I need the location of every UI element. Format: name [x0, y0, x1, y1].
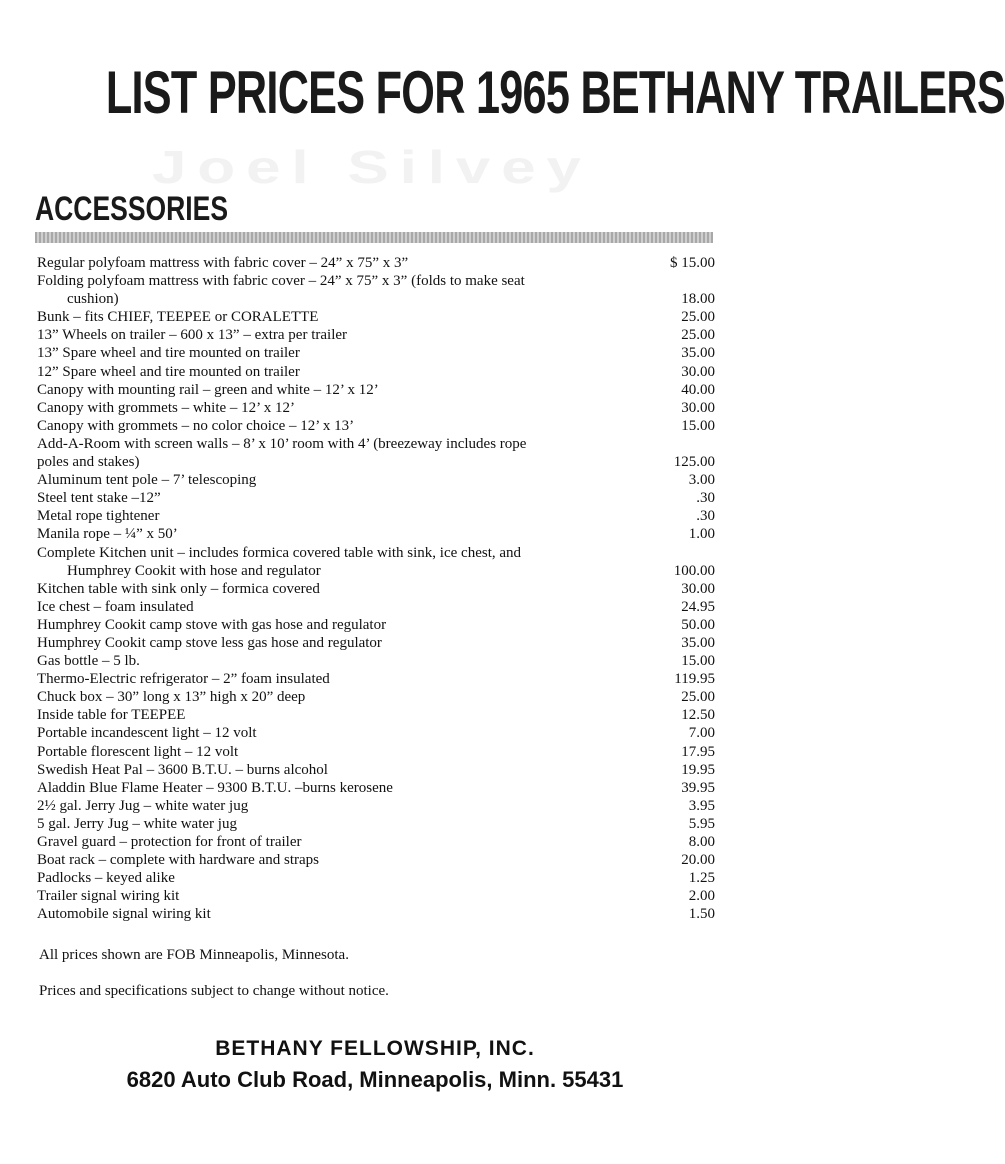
item-description: Aluminum tent pole – 7’ telescoping — [37, 472, 257, 489]
item-price: 25.00 — [681, 689, 715, 706]
item-price: $ 15.00 — [670, 255, 715, 271]
item-price: 15.00 — [681, 653, 715, 670]
item-description: 13” Wheels on trailer – 600 x 13” – extra per trailer — [37, 327, 348, 344]
item-description: Padlocks – keyed alike — [37, 870, 175, 887]
item-description: Manila rope – ¼” x 50’ — [37, 526, 178, 543]
item-description: Portable incandescent light – 12 volt — [37, 725, 257, 742]
list-item — [37, 254, 715, 272]
item-price: 1.00 — [688, 526, 715, 543]
item-description: Automobile signal wiring kit — [37, 906, 211, 923]
item-description: Folding polyfoam mattress with fabric cover – 24” x 75” x 3” (folds to make seat — [37, 273, 525, 290]
item-price: 30.00 — [681, 580, 715, 597]
item-price: 30.00 — [681, 399, 715, 416]
item-description-continued: poles and stakes) — [37, 454, 140, 471]
item-price: 1.50 — [688, 906, 715, 923]
heading-rule — [35, 232, 713, 243]
list-item — [37, 887, 715, 905]
item-description: Gas bottle – 5 lb. — [37, 653, 140, 670]
item-price: 19.95 — [681, 761, 715, 778]
list-item — [37, 308, 715, 326]
item-price: 3.00 — [688, 472, 715, 489]
item-price: .30 — [696, 490, 715, 507]
item-description: Humphrey Cookit camp stove less gas hose and regulator — [37, 634, 382, 651]
item-description: Portable florescent light – 12 volt — [37, 743, 239, 760]
list-item — [37, 688, 715, 706]
page-title: LIST PRICES FOR 1965 BETHANY TRAILERS — [105, 59, 1005, 126]
list-item — [37, 779, 715, 797]
list-item — [37, 634, 715, 652]
list-item — [37, 381, 715, 399]
list-item — [37, 489, 715, 507]
item-description: 2½ gal. Jerry Jug – white water jug — [37, 797, 249, 814]
list-item — [37, 326, 715, 344]
item-price: 8.00 — [688, 834, 715, 850]
list-item — [37, 544, 715, 580]
change-note: Prices and specifications subject to change without notice. — [39, 983, 389, 999]
item-description-continued: Humphrey Cookit with hose and regulator — [67, 562, 321, 579]
list-item — [37, 399, 715, 417]
item-price: 2.00 — [688, 888, 715, 905]
list-item — [37, 507, 715, 525]
list-item — [37, 869, 715, 887]
item-description: Gravel guard – protection for front of trailer — [37, 834, 302, 850]
item-price: 25.00 — [681, 327, 715, 344]
item-description: Add-A-Room with screen walls – 8’ x 10’ room with 4’ (breezeway includes rope — [37, 435, 527, 452]
item-description: Steel tent stake –12” — [37, 490, 161, 507]
item-price: 24.95 — [681, 598, 715, 615]
list-item — [37, 471, 715, 489]
item-description: Thermo-Electric refrigerator – 2” foam insulated — [37, 671, 330, 688]
item-price: 35.00 — [681, 634, 715, 651]
item-price: 12.50 — [681, 707, 715, 724]
item-description: Canopy with grommets – no color choice – 12’ x 13’ — [37, 417, 355, 434]
item-price: 40.00 — [681, 381, 715, 398]
item-description: Boat rack – complete with hardware and straps — [37, 852, 319, 869]
item-price: 3.95 — [688, 797, 715, 814]
item-description: Canopy with grommets – white – 12’ x 12’ — [37, 399, 296, 416]
item-price: 7.00 — [688, 725, 715, 742]
list-item — [37, 580, 715, 598]
item-description: Swedish Heat Pal – 3600 B.T.U. – burns alcohol — [37, 761, 328, 778]
item-price: 15.00 — [681, 417, 715, 434]
item-price: .30 — [696, 508, 715, 525]
list-item — [37, 761, 715, 779]
company-address: 6820 Auto Club Road, Minneapolis, Minn. 55431 — [126, 1067, 624, 1092]
list-item — [37, 652, 715, 670]
item-description: 13” Spare wheel and tire mounted on trailer — [37, 345, 300, 362]
item-description: Metal rope tightener — [37, 508, 160, 525]
item-price: 1.25 — [688, 870, 715, 887]
list-item — [37, 435, 715, 471]
section-heading: ACCESSORIES — [35, 190, 229, 228]
item-description: Chuck box – 30” long x 13” high x 20” deep — [37, 689, 306, 706]
list-item — [37, 525, 715, 543]
item-description-continued: cushion) — [67, 291, 119, 308]
list-item — [37, 743, 715, 761]
item-price: 100.00 — [673, 562, 715, 579]
list-item — [37, 797, 715, 815]
list-item — [37, 344, 715, 362]
item-price: 20.00 — [681, 852, 715, 869]
item-description: Humphrey Cookit camp stove with gas hose and regulator — [37, 616, 387, 633]
fob-note: All prices shown are FOB Minneapolis, Minnesota. — [39, 947, 349, 963]
item-description: Bunk – fits CHIEF, TEEPEE or CORALETTE — [37, 309, 319, 326]
item-description: Ice chest – foam insulated — [37, 598, 194, 615]
list-item — [37, 724, 715, 742]
item-price: 35.00 — [681, 345, 715, 362]
list-item — [37, 851, 715, 869]
item-price: 39.95 — [681, 779, 715, 796]
item-price: 50.00 — [681, 616, 715, 633]
list-item — [37, 670, 715, 688]
item-price: 125.00 — [673, 454, 715, 471]
item-description: Regular polyfoam mattress with fabric cover – 24” x 75” x 3” — [37, 255, 409, 271]
item-price: 119.95 — [674, 671, 715, 688]
item-description: 12” Spare wheel and tire mounted on trailer — [37, 363, 300, 380]
list-item — [37, 706, 715, 724]
list-item — [37, 815, 715, 833]
list-item — [37, 598, 715, 616]
watermark: Joel Silvey — [151, 141, 592, 193]
item-description: Aladdin Blue Flame Heater – 9300 B.T.U. –burns kerosene — [37, 779, 393, 796]
item-price: 30.00 — [681, 363, 715, 380]
item-price: 17.95 — [681, 743, 715, 760]
item-price: 18.00 — [681, 291, 715, 308]
item-description: Trailer signal wiring kit — [37, 888, 180, 905]
item-description: Canopy with mounting rail – green and white – 12’ x 12’ — [37, 381, 379, 398]
list-item — [37, 417, 715, 435]
list-item — [37, 905, 715, 923]
item-description: Complete Kitchen unit – includes formica covered table with sink, ice chest, and — [37, 544, 522, 561]
item-price: 5.95 — [688, 815, 715, 832]
company-name: BETHANY FELLOWSHIP, INC. — [215, 1037, 535, 1060]
item-description: 5 gal. Jerry Jug – white water jug — [37, 815, 237, 832]
list-item — [37, 833, 715, 851]
list-item — [37, 272, 715, 308]
item-description: Inside table for TEEPEE — [37, 707, 186, 724]
list-item — [37, 616, 715, 634]
item-description: Kitchen table with sink only – formica covered — [37, 580, 320, 597]
item-price: 25.00 — [681, 309, 715, 326]
list-item — [37, 363, 715, 381]
price-list — [37, 254, 715, 923]
